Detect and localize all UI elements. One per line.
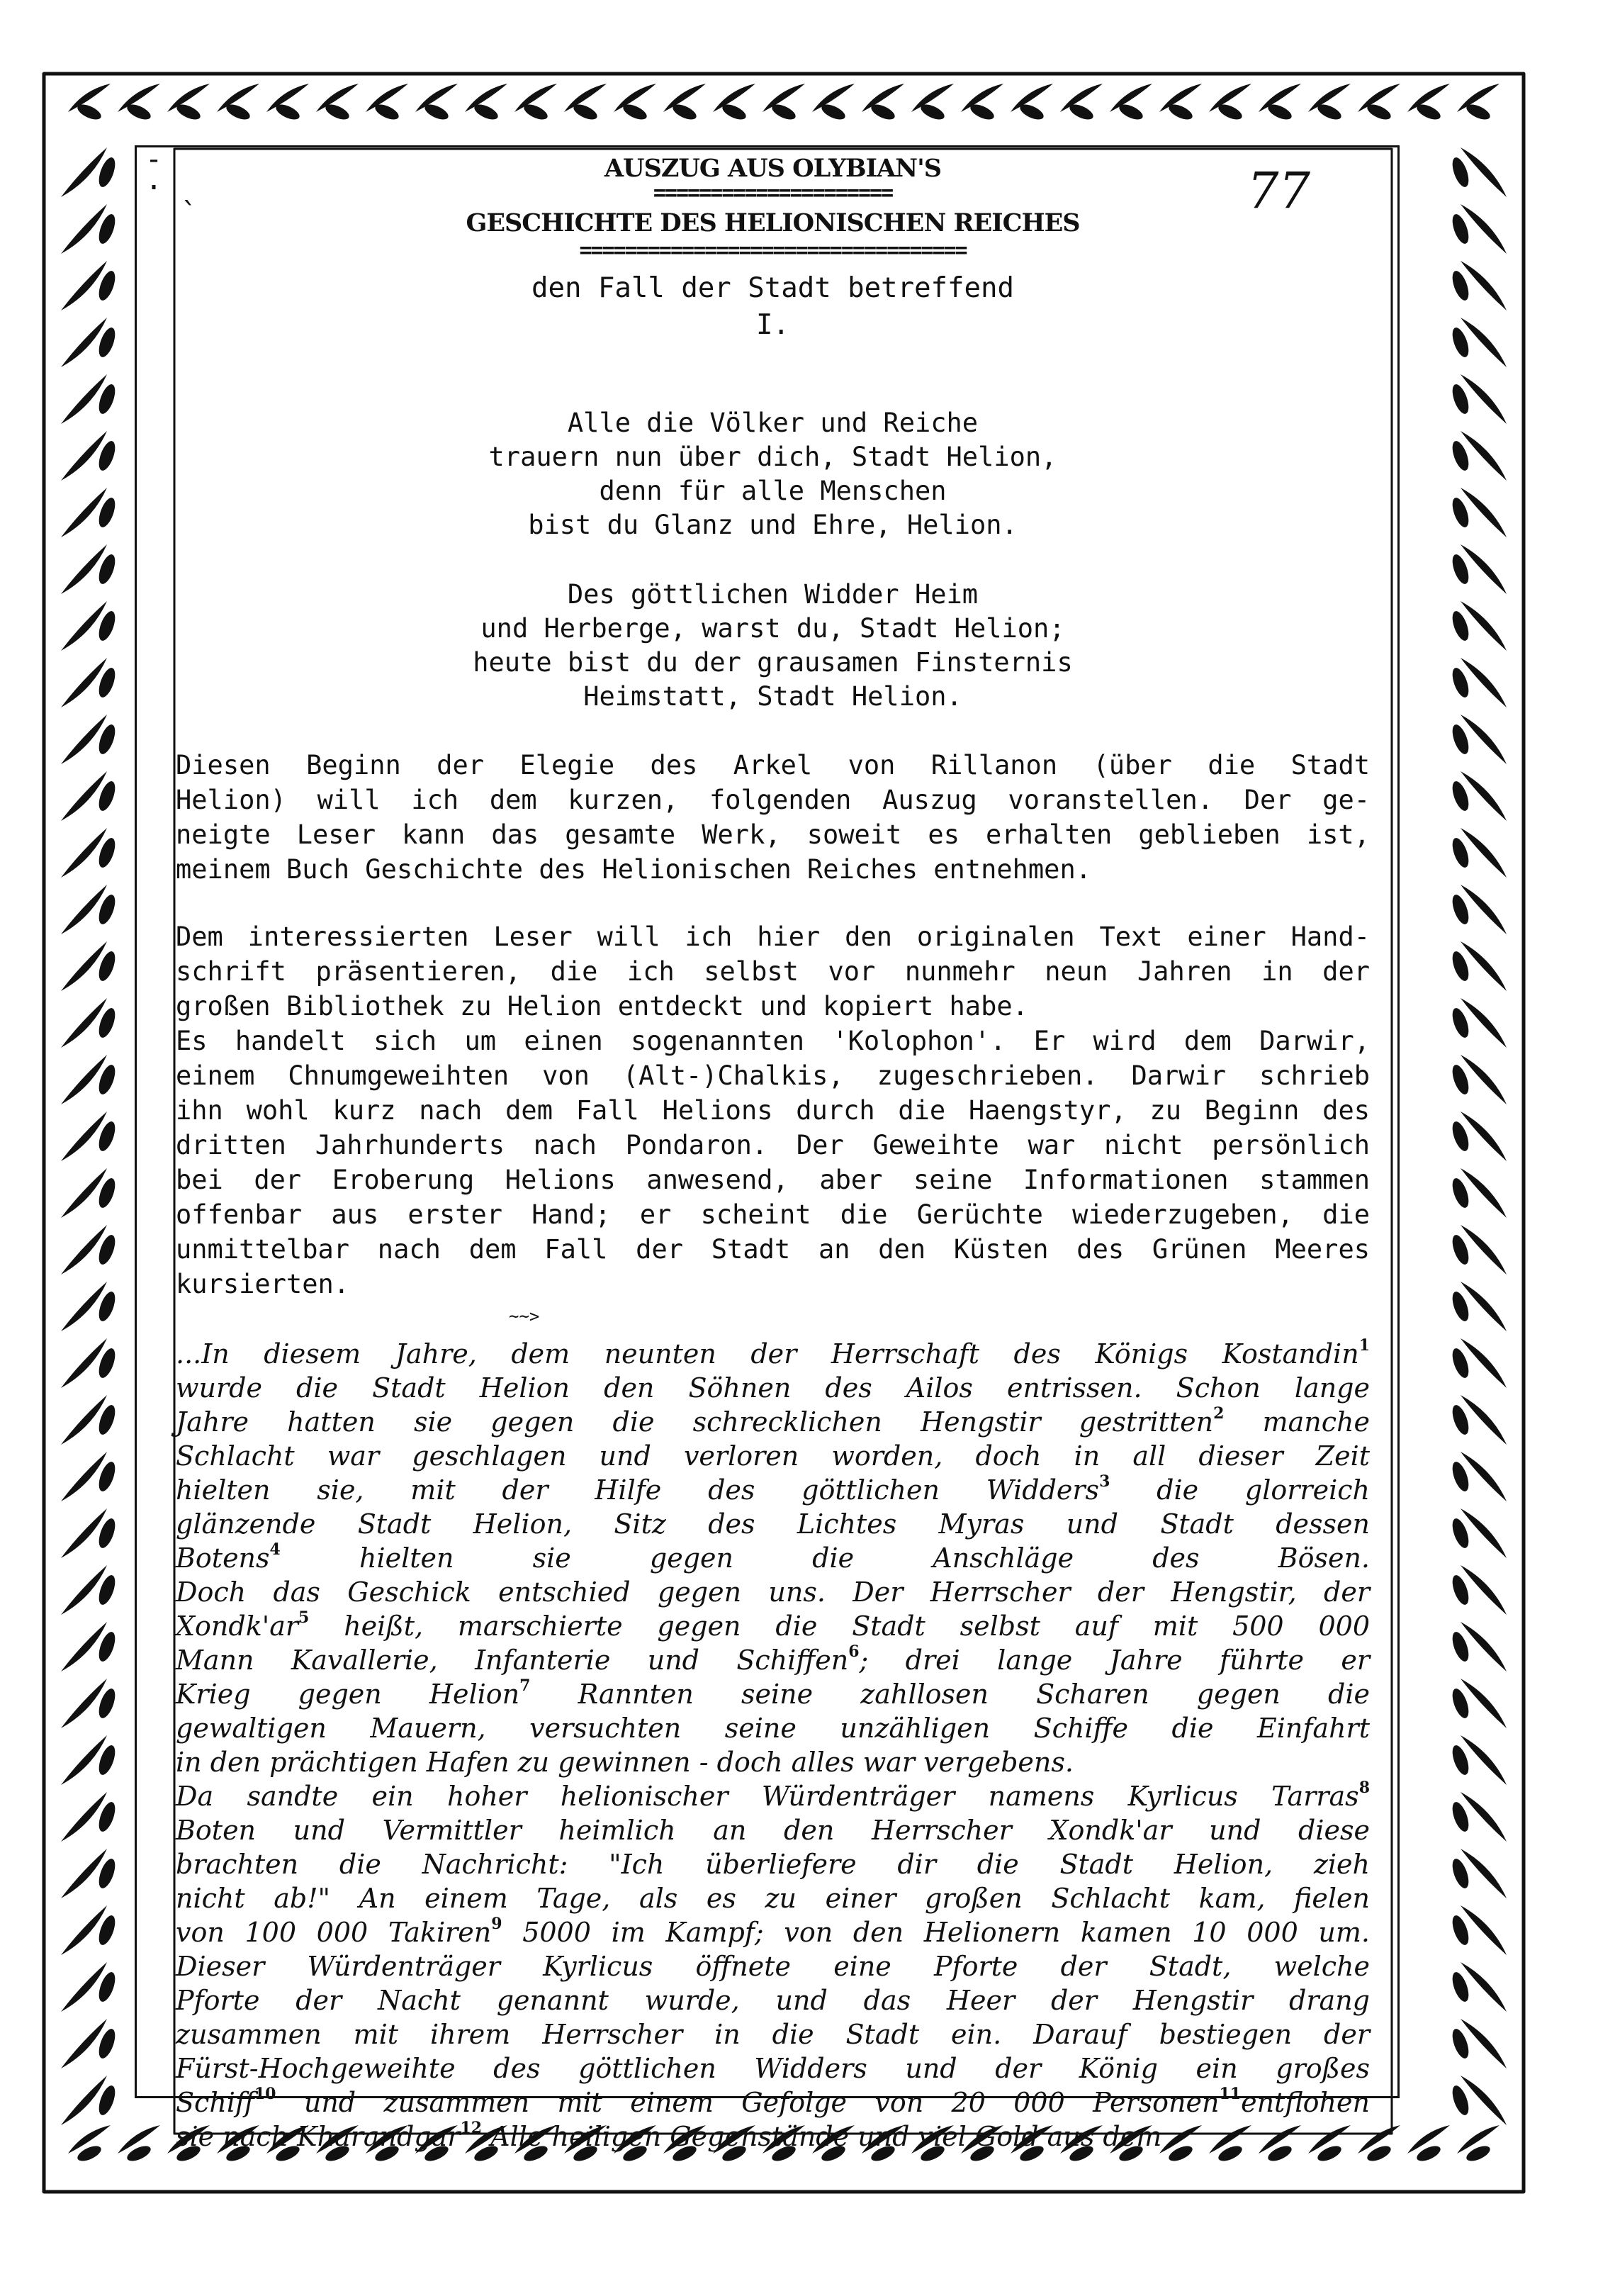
excerpt-text: heißt, marschierte gegen die Stadt selbst auf mit 500 000 [309, 1611, 1370, 1642]
excerpt-line [176, 2051, 1370, 2085]
poem-line: Heimstatt, Stadt Helion. [583, 681, 962, 712]
excerpt-line [176, 1643, 1370, 1677]
excerpt-line [176, 1983, 1370, 2017]
footnote-marker: 4 [269, 1540, 281, 1559]
text-line: meinem Buch Geschichte des Helionischen Reiches entnehmen. [176, 854, 1092, 885]
text-line: Helion) will ich dem kurzen, folgenden Auszug voranstellen. Der ge- [176, 785, 1370, 815]
footnote-marker: 1 [1358, 1336, 1370, 1355]
text-line: bei der Eroberung Helions anwesend, aber seine Informationen stammen [176, 1165, 1370, 1195]
excerpt-line [176, 1745, 1370, 1779]
stray-marks: - · ˎ [145, 143, 197, 204]
text-line: kursierten. [176, 1269, 350, 1299]
excerpt-line [176, 1541, 1370, 1575]
excerpt-text: ; drei lange Jahre führte er [859, 1645, 1370, 1676]
excerpt-text: gewaltigen Mauern, versuchten seine unzähligen Schiffe die Einfahrt [176, 1713, 1370, 1744]
poem-stanza [176, 578, 1370, 714]
poem-line: Alle die Völker und Reiche [567, 408, 979, 438]
footnote-marker: 9 [491, 1915, 502, 1933]
excerpt-text: zusammen mit ihrem Herrscher in die Stadt ein. Darauf bestiegen der [176, 2019, 1370, 2050]
text-line: Es handelt sich um einen sogenannten 'Kolophon'. Er wird dem Darwir, [176, 1026, 1370, 1056]
excerpt-text: von 100 000 Takiren [176, 1917, 492, 1948]
poem-line: denn für alle Menschen [599, 476, 947, 506]
excerpt-text: sie nach Kharandgar [176, 2121, 461, 2152]
excerpt-line [176, 1915, 1370, 1949]
intro-paragraph [176, 748, 1370, 887]
excerpt-text: Boten und Vermittler heimlich an den Herrscher Xondk'ar und diese [176, 1815, 1370, 1846]
page-content [176, 145, 1370, 2154]
footnote-marker: 11 [1219, 2085, 1242, 2103]
footnote-marker: 8 [1358, 1779, 1370, 1797]
excerpt-text: Da sandte ein hoher helionischer Würdenträger namens Kyrlicus Tarras [176, 1781, 1359, 1812]
excerpt-text: manche [1224, 1406, 1370, 1438]
text-line: Diesen Beginn der Elegie des Arkel von Rillanon (über die Stadt [176, 750, 1370, 780]
excerpt-text: Schlacht war geschlagen und verloren worden, doch in all dieser Zeit [176, 1440, 1370, 1472]
excerpt-line [176, 1847, 1370, 1881]
text-line: schrift präsentieren, die ich selbst vor nunmehr neun Jahren in der [176, 956, 1370, 987]
excerpt-text: Xondk'ar [176, 1611, 299, 1642]
excerpt-text: wurde die Stadt Helion den Söhnen des Ailos entrissen. Schon lange [176, 1372, 1370, 1404]
excerpt-text: Jahre hatten sie gegen die schrecklichen Hengstir gestritten [176, 1406, 1214, 1438]
footnote-marker: 10 [254, 2085, 276, 2103]
excerpt-text: Pforte der Nacht genannt wurde, und das Heer der Hengstir drang [176, 1985, 1370, 2016]
title-underline: ===================== [653, 183, 893, 204]
excerpt-line [176, 1507, 1370, 1541]
poem-line: trauern nun über dich, Stadt Helion, [488, 442, 1057, 472]
excerpt-line [176, 1711, 1370, 1745]
excerpt-text: die glorreich [1110, 1474, 1370, 1506]
text-line: großen Bibliothek zu Helion entdeckt und kopiert habe. [176, 991, 1028, 1021]
document-subtitle-heading: GESCHICHTE DES HELIONISCHEN REICHES [466, 208, 1080, 237]
excerpt-text: 5000 im Kampf; von den Helionern kamen 10 000 um. [502, 1917, 1370, 1948]
excerpt-line [176, 1949, 1370, 1983]
poem-stanza [176, 406, 1370, 542]
excerpt-line [176, 1779, 1370, 1813]
excerpt-text: Rannten seine zahllosen Scharen gegen die [530, 1679, 1370, 1710]
excerpt-line [176, 1473, 1370, 1507]
excerpt-text: in den prächtigen Hafen zu gewinnen - doch alles war vergebens. [176, 1747, 1074, 1778]
excerpt-text: glänzende Stadt Helion, Sitz des Lichtes Myras und Stadt dessen [176, 1508, 1370, 1540]
page-number: 77 [1247, 162, 1311, 220]
excerpt-text: nicht ab!" An einem Tage, als es zu einer großen Schlacht kam, fielen [176, 1883, 1370, 1914]
excerpt-text: hielten sie gegen die Anschläge des Bösen. [280, 1542, 1370, 1574]
excerpt-text: Schiff [176, 2087, 254, 2118]
text-line: offenbar aus erster Hand; er scheint die Gerüchte wiederzugeben, die [176, 1199, 1370, 1230]
text-line: neigte Leser kann das gesamte Werk, soweit es erhalten geblieben ist, [176, 819, 1370, 850]
excerpt-text: Krieg gegen Helion [176, 1679, 520, 1710]
document-title: AUSZUG AUS OLYBIAN'S [604, 154, 942, 183]
excerpt-line [176, 1439, 1370, 1473]
excerpt-line [176, 2119, 1370, 2154]
text-line: dritten Jahrhunderts nach Pondaron. Der Geweihte war nicht persönlich [176, 1130, 1370, 1160]
excerpt-text: Botens [176, 1542, 270, 1574]
excerpt-line [176, 1813, 1370, 1847]
excerpt-text: und zusammen mit einem Gefolge von 20 000 Personen [276, 2087, 1220, 2118]
section-divider-mark: ~~> [509, 1306, 540, 1326]
excerpt-text: Dieser Würdenträger Kyrlicus öffnete eine Pforte der Stadt, welche [176, 1951, 1370, 1982]
excerpt-line [176, 1575, 1370, 1609]
colophon-excerpt [176, 1337, 1370, 2154]
excerpt-line [176, 1405, 1370, 1439]
poem-line: und Herberge, warst du, Stadt Helion; [480, 613, 1065, 644]
subtitle-underline: ================================== [579, 240, 967, 262]
excerpt-line [176, 1337, 1370, 1371]
excerpt-text: Fürst-Hochgeweihte des göttlichen Widders und der König ein großes [176, 2053, 1370, 2084]
excerpt-line [176, 1371, 1370, 1405]
excerpt-line [176, 1677, 1370, 1711]
excerpt-text: Alle heiligen Gegenstände und viel Gold aus dem [482, 2121, 1162, 2152]
footnote-marker: 7 [519, 1676, 531, 1695]
excerpt-line [176, 2085, 1370, 2119]
footnote-marker: 3 [1099, 1472, 1110, 1491]
footnote-marker: 12 [460, 2119, 483, 2137]
footnote-marker: 2 [1213, 1404, 1225, 1423]
poem-line: Des göttlichen Widder Heim [567, 579, 979, 610]
text-line: unmittelbar nach dem Fall der Stadt an den Küsten des Grünen Meeres [176, 1234, 1370, 1265]
section-number: I. [756, 309, 789, 341]
text-line: ihn wohl kurz nach dem Fall Helions durch die Haengstyr, zu Beginn des [176, 1095, 1370, 1126]
text-line: Dem interessierten Leser will ich hier den originalen Text einer Hand- [176, 922, 1370, 952]
elegy-poem [176, 406, 1370, 714]
excerpt-line [176, 1881, 1370, 1915]
poem-line: bist du Glanz und Ehre, Helion. [528, 510, 1018, 540]
manuscript-paragraph [176, 919, 1370, 1301]
excerpt-text: ...In diesem Jahre, dem neunten der Herrschaft des Königs Kostandin [176, 1338, 1359, 1370]
excerpt-text: brachten die Nachricht: "Ich überliefere dir die Stadt Helion, zieh [176, 1849, 1370, 1880]
poem-line: heute bist du der grausamen Finsternis [473, 647, 1073, 678]
excerpt-line [176, 2017, 1370, 2051]
excerpt-text: Doch das Geschick entschied gegen uns. Der Herrscher der Hengstir, der [176, 1577, 1370, 1608]
document-subject: den Fall der Stadt betreffend [531, 272, 1014, 304]
excerpt-text: Mann Kavallerie, Infanterie und Schiffen [176, 1645, 849, 1676]
excerpt-text: hielten sie, mit der Hilfe des göttlichen Widders [176, 1474, 1100, 1506]
excerpt-line [176, 1609, 1370, 1643]
footnote-marker: 6 [848, 1642, 860, 1661]
footnote-marker: 5 [298, 1608, 310, 1627]
text-line: einem Chnumgeweihten von (Alt-)Chalkis, zugeschrieben. Darwir schrieb [176, 1060, 1370, 1091]
excerpt-text: entflohen [1241, 2087, 1370, 2118]
